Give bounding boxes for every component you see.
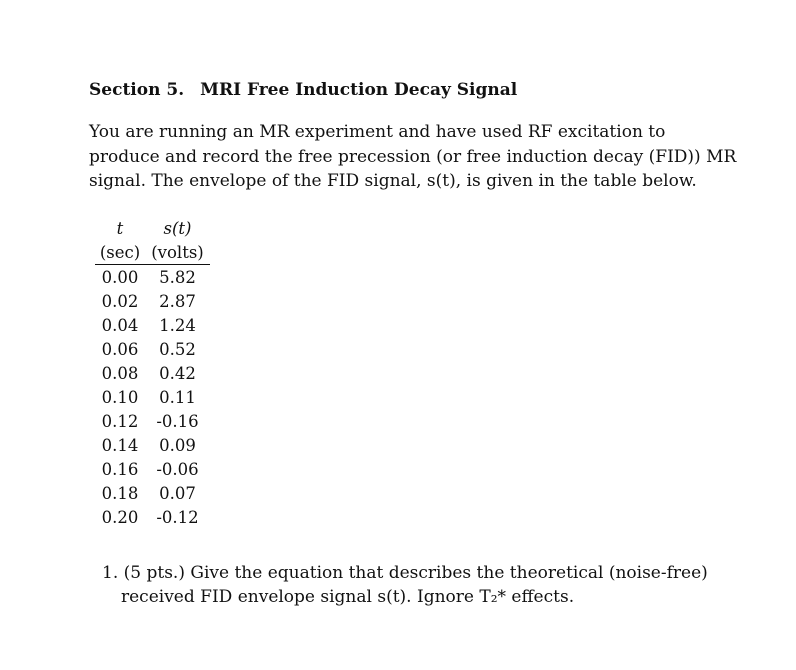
cell-t: 0.18 <box>101 483 139 503</box>
question-points: (5 pts.) <box>123 563 185 583</box>
table-header-row <box>95 216 210 240</box>
cell-s: 0.42 <box>159 363 196 383</box>
intro-paragraph <box>89 120 737 194</box>
question-text-line-1: Give the equation that describes the theoretical (noise-free) <box>190 563 708 583</box>
header-s-unit: (volts) <box>145 240 210 265</box>
table-row <box>95 337 210 361</box>
section-number: Section 5. <box>89 80 185 100</box>
cell-t: 0.20 <box>101 507 139 527</box>
table-units-row <box>95 240 210 265</box>
table-row <box>95 505 210 529</box>
cell-s: -0.12 <box>156 507 199 527</box>
cell-t: 0.16 <box>101 459 139 479</box>
section-title: MRI Free Induction Decay Signal <box>200 80 518 100</box>
cell-t: 0.04 <box>101 315 139 335</box>
question-text-line-2: received FID envelope signal s(t). Ignore T₂* effects. <box>121 587 575 607</box>
cell-t: 0.02 <box>101 291 139 311</box>
header-s: s(t) <box>163 218 192 238</box>
cell-s: 5.82 <box>159 267 196 287</box>
fid-data-table <box>95 216 210 529</box>
table-row <box>95 313 210 337</box>
intro-line-3: signal. The envelope of the FID signal, s(t), is given in the table below. <box>89 171 697 191</box>
table-row <box>95 433 210 457</box>
table-body <box>95 265 210 530</box>
question-1 <box>102 561 742 609</box>
cell-t: 0.08 <box>101 363 139 383</box>
table-row <box>95 385 210 409</box>
question-line-1 <box>102 561 742 585</box>
section-heading <box>89 80 517 100</box>
cell-s: 0.09 <box>159 435 196 455</box>
header-t-unit: (sec) <box>95 240 145 265</box>
question-number: 1. <box>102 563 119 583</box>
cell-t: 0.00 <box>101 267 139 287</box>
cell-t: 0.14 <box>101 435 139 455</box>
table-row <box>95 289 210 313</box>
cell-s: 0.07 <box>159 483 196 503</box>
cell-s: -0.16 <box>156 411 199 431</box>
cell-s: -0.06 <box>156 459 199 479</box>
table-row <box>95 409 210 433</box>
cell-s: 1.24 <box>159 315 196 335</box>
header-t: t <box>116 218 124 238</box>
table-row <box>95 361 210 385</box>
cell-s: 0.52 <box>159 339 196 359</box>
intro-line-2: produce and record the free precession (or free induction decay (FID)) MR <box>89 146 737 167</box>
cell-t: 0.12 <box>101 411 139 431</box>
cell-t: 0.06 <box>101 339 139 359</box>
cell-t: 0.10 <box>101 387 139 407</box>
table-row <box>95 481 210 505</box>
table-row <box>95 265 210 290</box>
cell-s: 2.87 <box>159 291 196 311</box>
intro-line-1: You are running an MR experiment and have used RF excitation to <box>89 122 666 142</box>
cell-s: 0.11 <box>159 387 196 407</box>
table-row <box>95 457 210 481</box>
